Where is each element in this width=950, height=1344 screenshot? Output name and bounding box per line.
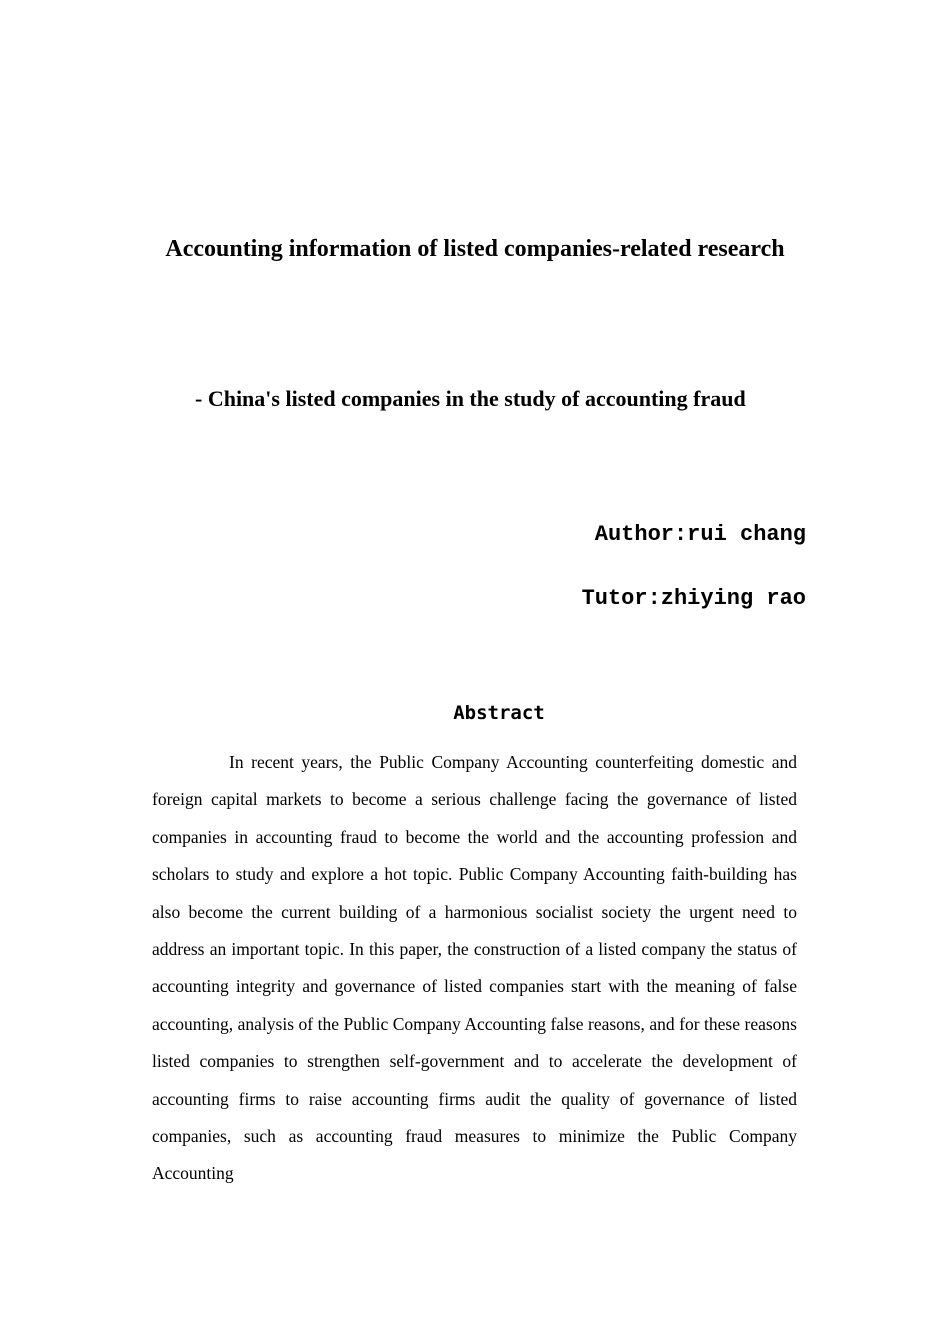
abstract-paragraph: In recent years, the Public Company Accounting counterfeiting domestic and foreign capital markets to become a serious challenge facing the governance of listed companies in accounting fraud to become the world and the accounting profession and scholars to study and explore a hot topic. Public Company Accounting faith-building has also become the current building of a harmonious socialist society the urgent need to address an important topic. In this paper, the construction of a listed company the status of accounting integrity and governance of listed companies start with the meaning of false accounting, analysis of the Public Company Accounting false reasons, and for these reasons listed companies to strengthen self-government and to accelerate the development of accounting firms to raise accounting firms audit the quality of governance of listed companies, such as accounting fraud measures to minimize the Public Company Accounting [152, 752, 797, 1184]
document-subtitle: - China's listed companies in the study of accounting fraud [195, 386, 746, 411]
tutor-line: Tutor:zhiying rao [581, 586, 806, 611]
author-line: Author:rui chang [594, 522, 806, 547]
document-title: Accounting information of listed companies-related research [165, 236, 785, 262]
abstract-heading: Abstract [453, 702, 545, 724]
